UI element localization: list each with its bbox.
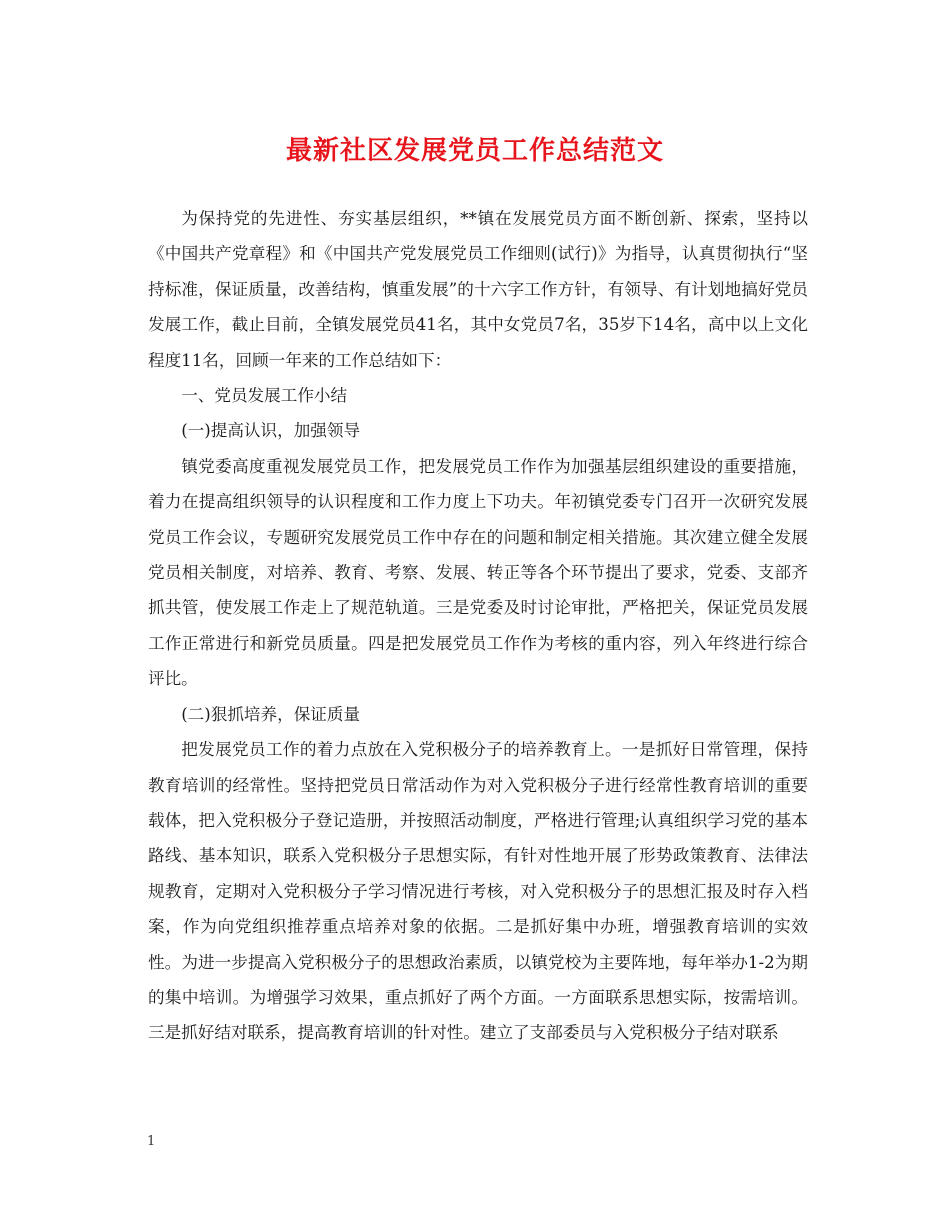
document-body [148,201,808,1051]
subsection-heading: (一)提高认识，加强领导 [181,421,361,441]
subsection-heading: (二)狠抓培养，保证质量 [181,704,361,724]
document-title: 最新社区发展党员工作总结范文 [285,136,664,166]
page-number: 1 [147,1134,156,1149]
section-heading: 一、党员发展工作小结 [181,386,348,406]
paragraph: 把发展党员工作的着力点放在入党积极分子的培养教育上。一是抓好日常管理，保持教育培训的经常性。坚持把党员日常活动作为对入党积极分子进行经常性教育培训的重要载体，把入党积极分子登记造册，并按照活动制度，严格进行管理;认真组织学习党的基本路线、基本知识，联系入党积极分子思想实际，有针对性地开展了形势政策教育、法律法规教育，定期对入党积极分子学习情况进行考核，对入党积极分子的思想汇报及时存入档案，作为向党组织推荐重点培养对象的依据。二是抓好集中办班，增强教育培训的实效性。为进一步提高入党积极分子的思想政治素质，以镇党校为主要阵地，每年举办1-2为期的集中培训。为增强学习效果，重点抓好了两个方面。一方面联系思想实际，按需培训。三是抓好结对联系，提高教育培训的针对性。建立了支部委员与入党积极分子结对联系 [148,740,808,1043]
paragraph: 镇党委高度重视发展党员工作，把发展党员工作作为加强基层组织建设的重要措施，着力在提高组织领导的认识程度和工作力度上下功夫。年初镇党委专门召开一次研究发展党员工作会议，专题研究发展党员工作中存在的问题和制定相关措施。其次建立健全发展党员相关制度，对培养、教育、考察、发展、转正等各个环节提出了要求，党委、支部齐抓共管，使发展工作走上了规范轨道。三是党委及时讨论审批，严格把关，保证党员发展工作正常进行和新党员质量。四是把发展党员工作作为考核的重内容，列入年终进行综合评比。 [148,456,808,689]
paragraph-intro: 为保持党的先进性、夯实基层组织，**镇在发展党员方面不断创新、探索，坚持以《中国共产党章程》和《中国共产党发展党员工作细则(试行)》为指导，认真贯彻执行“坚持标准，保证质量，改善结构，慎重发展”的十六字工作方针，有领导、有计划地搞好党员发展工作，截止目前，全镇发展党员41名，其中女党员7名，35岁下14名，高中以上文化程度11名，回顾一年来的工作总结如下： [148,209,808,370]
